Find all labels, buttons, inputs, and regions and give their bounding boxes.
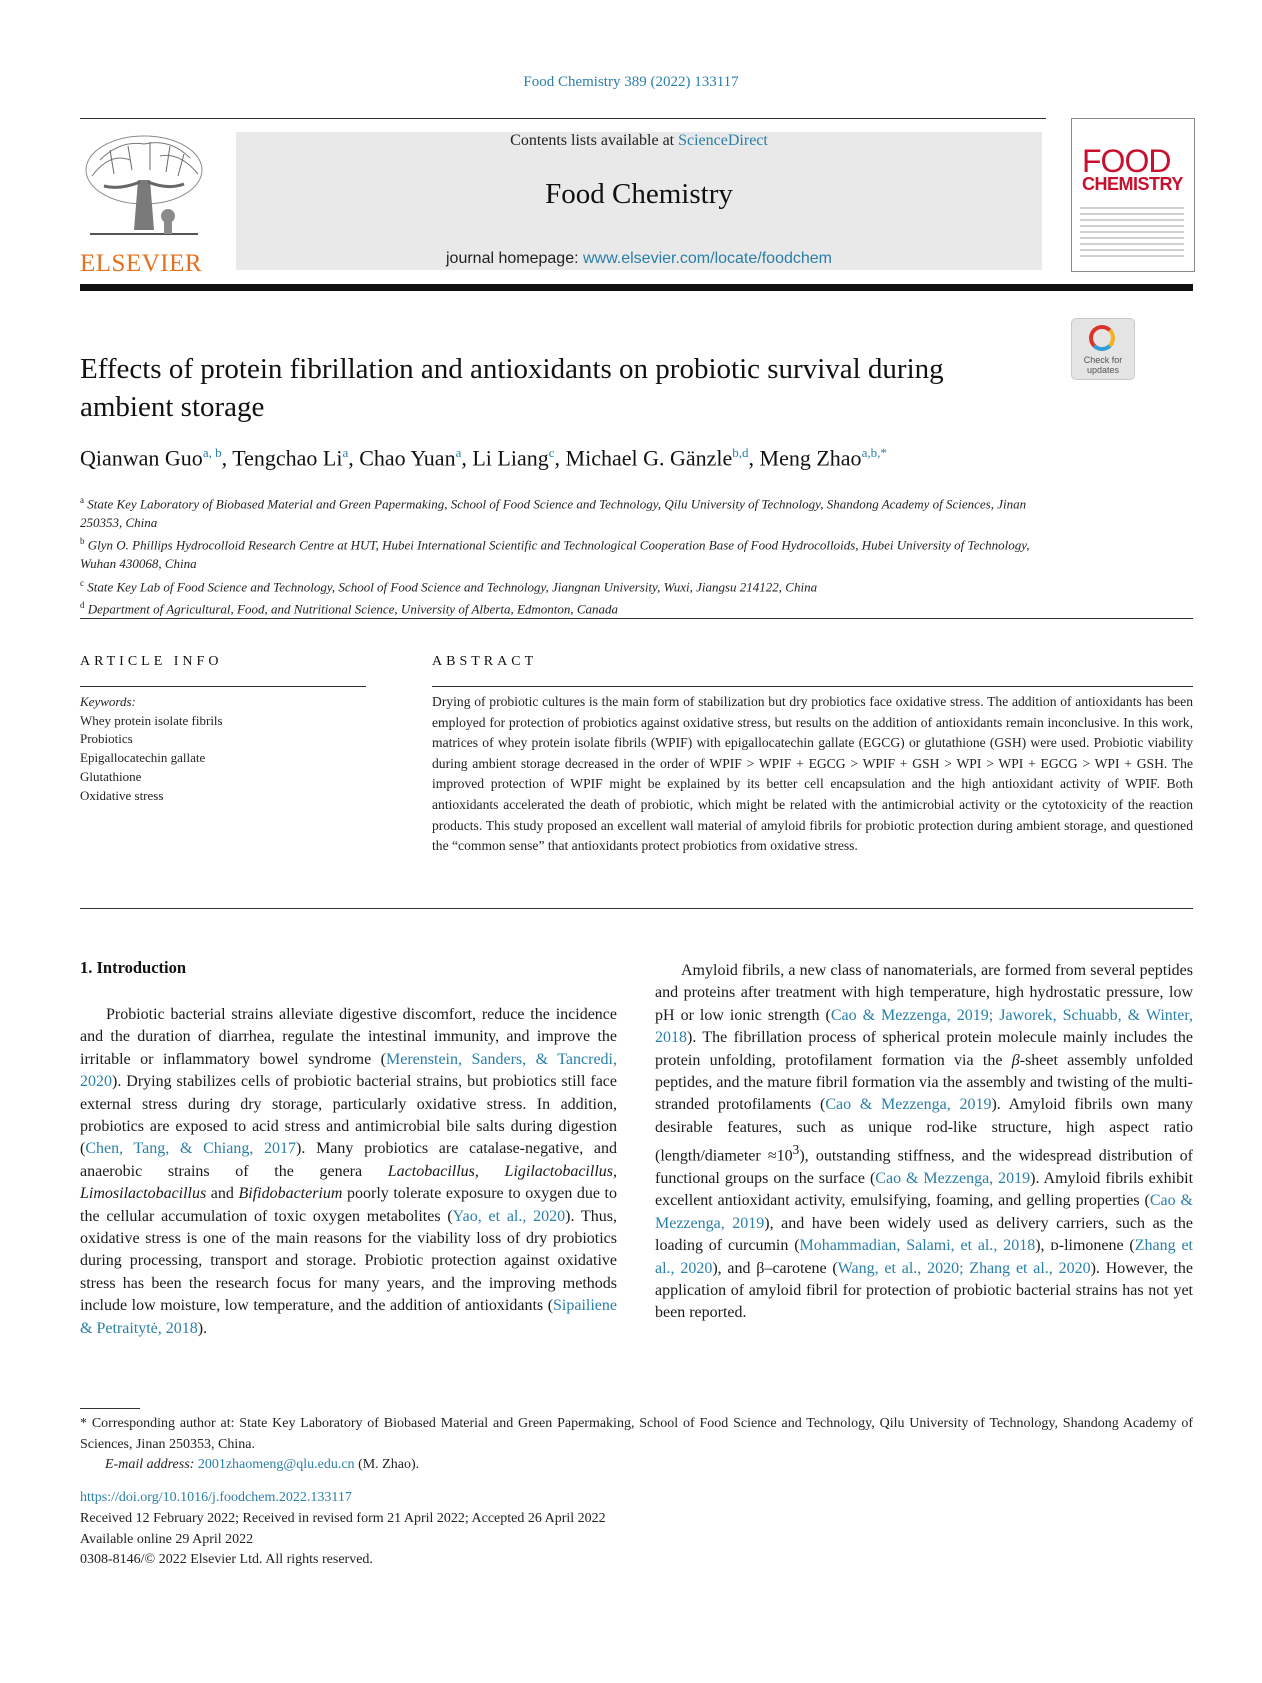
affiliation-text: Department of Agricultural, Food, and Nutritional Science, University of Alberta, Edmonton, Canada xyxy=(87,601,619,617)
journal-cover[interactable] xyxy=(1071,118,1195,272)
author-affil-mark[interactable]: b,d xyxy=(732,445,749,460)
abstract-rule xyxy=(432,686,1193,687)
article-meta xyxy=(80,1488,606,1571)
doi-link[interactable]: https://doi.org/10.1016/j.foodchem.2022.133117 xyxy=(80,1490,352,1505)
body-text: ), and β–carotene ( xyxy=(712,1259,838,1277)
affiliation-mark: d xyxy=(80,600,85,611)
article-info-heading: ARTICLE INFO xyxy=(80,654,223,669)
keyword-item: Epigallocatechin gallate xyxy=(80,750,206,766)
email-link[interactable]: 2001zhaomeng@qlu.edu.cn xyxy=(197,1457,355,1472)
affiliations xyxy=(80,491,1040,619)
body-text: ). Drying stabilizes cells of probiotic bacterial strains, but probiotics still face external stress during dry storage, particularly oxidative stress. In addition, probiotics are exposed to acid stress and antimicrobial bile salts during digestion ( xyxy=(80,1073,617,1158)
body-text: poorly tolerate exposure to oxygen due to the cellular accumulation of toxic oxygen metabolites ( xyxy=(80,1185,617,1225)
check-updates-text xyxy=(1072,355,1134,375)
email-line xyxy=(80,1455,1193,1476)
citation-link[interactable]: Cao & Mezzenga, 2019 xyxy=(655,1192,1194,1232)
citation-link[interactable]: Cao & Mezzenga, 2019; Jaworek, Schuabb, & Winter, 2018 xyxy=(655,1006,1194,1047)
body-text: Probiotic bacterial strains alleviate digestive discomfort, reduce the incidence and the duration of diarrhea, regulate the intestinal immunity, and improve the irritable or inflammatory bowel syndrome ( xyxy=(80,1006,617,1068)
author-name[interactable]: Chao Yuan xyxy=(359,445,456,471)
header-thick-rule xyxy=(80,284,1193,291)
author-name[interactable]: Li Liang xyxy=(472,445,549,471)
contents-prefix: Contents lists available at xyxy=(510,132,679,149)
check-for-updates-badge[interactable] xyxy=(1071,318,1135,380)
corresponding-text: * Corresponding author at: State Key Laboratory of Biobased Material and Green Papermaking, School of Food Science and Technology, Qilu University of Technology, Shandong Academy of Sciences, Jinan 250353, China. xyxy=(80,1416,1193,1452)
email-label: E-mail address: xyxy=(105,1457,195,1472)
journal-title: Food Chemistry xyxy=(545,178,733,210)
journal-banner xyxy=(236,132,1042,270)
article-info-rule xyxy=(80,686,366,687)
crossmark-icon xyxy=(1089,325,1115,351)
author-name[interactable]: Michael G. Gänzle xyxy=(565,445,733,471)
cover-chemistry-text: CHEMISTRY xyxy=(1082,174,1183,194)
header-rule xyxy=(80,118,1046,119)
journal-reference[interactable]: Food Chemistry 389 (2022) 133117 xyxy=(523,74,739,90)
body-text: and xyxy=(206,1185,239,1203)
body-text: ), and have been widely used as delivery carriers, such as the loading of curcumin ( xyxy=(655,1214,1194,1255)
abstract-heading: ABSTRACT xyxy=(432,654,538,669)
genus-names: Lactobacillus, Ligilactobacillus, Limosilactobacillus xyxy=(80,1162,617,1203)
affiliation-text: State Key Laboratory of Biobased Material and Green Papermaking, School of Food Science and Technology, Qilu University of Technology, Shandong Academy of Sciences, Jinan 250353, China xyxy=(80,496,1027,530)
footnote-rule xyxy=(80,1408,140,1409)
author-affil-mark[interactable]: a xyxy=(342,445,349,460)
body-text: Amyloid fibrils, a new class of nanomaterials, are formed from several peptides and proteins after treatment with high temperature, high hydrostatic pressure, low pH or low ionic strength ( xyxy=(655,962,1193,1024)
received-dates: Received 12 February 2022; Received in revised form 21 April 2022; Accepted 26 April 2022 xyxy=(80,1510,606,1526)
affiliation-text: Glyn O. Phillips Hydrocolloid Research Centre at HUT, Hubei International Scientific and Technological Cooperation Base of Food Hydrocolloids, Hubei University of Technology, Wuhan 430068, China xyxy=(80,537,1030,572)
citation-link[interactable]: Chen, Tang, & Chiang, 2017 xyxy=(85,1140,297,1158)
keyword-item: Probiotics xyxy=(80,731,133,747)
affiliation-item xyxy=(80,574,1040,597)
affiliation-text: State Key Lab of Food Science and Technology, School of Food Science and Technology, Jiangnan University, Wuxi, Jiangsu 214122, China xyxy=(87,578,818,594)
body-text: ). xyxy=(197,1319,208,1337)
citation-link[interactable]: Merenstein, Sanders, & Tancredi, 2020 xyxy=(80,1050,617,1091)
elsevier-wordmark: ELSEVIER xyxy=(80,250,203,277)
author-separator: , xyxy=(554,445,566,471)
author-name[interactable]: Tengchao Li xyxy=(232,445,343,471)
citation-link[interactable]: Wang, et al., 2020; Zhang et al., 2020 xyxy=(837,1259,1091,1277)
author-affil-mark[interactable]: a, b xyxy=(202,445,222,460)
author-separator: , xyxy=(748,445,760,471)
cover-food-text: FOOD xyxy=(1082,143,1171,179)
author-separator: , xyxy=(461,445,473,471)
author-affil-mark[interactable]: a,b,* xyxy=(861,445,887,460)
author-affil-mark[interactable]: a xyxy=(455,445,462,460)
body-text: ). Amyloid fibrils exhibit excellent antioxidant activity, emulsifying, foaming, and gelling properties ( xyxy=(655,1169,1194,1210)
body-text: ). Many probiotics are catalase-negative, and anaerobic strains of the genera xyxy=(80,1140,617,1180)
body-text: ). Amyloid fibrils own many desirable features, such as unique rod-like structure, high aspect ratio (length/diameter ≈10 xyxy=(655,1096,1194,1165)
article-title: Effects of protein fibrillation and antioxidants on probiotic survival during ambient storage xyxy=(80,353,944,423)
intro-paragraph-right xyxy=(655,960,1193,1325)
body-text: -sheet assembly unfolded peptides, and the mature fibril formation via the assembly and twisting of the multi-stranded protofilaments ( xyxy=(655,1051,1194,1114)
check-updates-line2: updates xyxy=(1086,365,1120,375)
affiliation-mark: c xyxy=(80,577,84,588)
author-name[interactable]: Meng Zhao xyxy=(759,445,862,471)
body-text: ), outstanding stiffness, and the widespread distribution of functional groups on the surface ( xyxy=(655,1147,1194,1187)
abstract-bottom-rule xyxy=(80,908,1193,909)
affiliation-item xyxy=(80,491,1040,532)
check-updates-line1: Check for xyxy=(1083,355,1123,365)
copyright: 0308-8146/© 2022 Elsevier Ltd. All rights reserved. xyxy=(80,1552,373,1568)
citation-link[interactable]: Mohammadian, Salami, et al., 2018 xyxy=(799,1237,1036,1255)
genus-name: Bifidobacterium xyxy=(238,1185,343,1203)
author-separator: , xyxy=(348,445,360,471)
body-text: ). The fibrillation process of spherical protein molecule mainly includes the protein unfolding, protofilament formation via the xyxy=(655,1029,1193,1069)
cover-editor-lines xyxy=(1080,203,1184,261)
affiliation-mark: a xyxy=(80,495,84,505)
sciencedirect-link[interactable]: ScienceDirect xyxy=(678,132,768,149)
corresponding-author-footnote xyxy=(80,1414,1193,1476)
keyword-item: Whey protein isolate fibrils xyxy=(80,712,223,728)
citation-link[interactable]: Zhang et al., 2020 xyxy=(655,1237,1194,1277)
author-affil-mark[interactable]: c xyxy=(548,445,555,460)
exponent: 3 xyxy=(792,1142,800,1158)
section-rule xyxy=(80,618,1193,619)
keywords-label: Keywords: xyxy=(80,694,136,709)
author-list xyxy=(80,445,1180,471)
email-suffix: (M. Zhao). xyxy=(354,1457,420,1472)
beta-symbol: β xyxy=(1011,1051,1020,1069)
homepage-line xyxy=(236,250,1042,268)
available-online: Available online 29 April 2022 xyxy=(80,1531,254,1547)
body-text: ), ᴅ-limonene ( xyxy=(1035,1237,1135,1255)
homepage-prefix: journal homepage: xyxy=(446,250,583,267)
author-separator: , xyxy=(221,445,233,471)
intro-paragraph-left xyxy=(80,1004,617,1340)
keyword-item: Oxidative stress xyxy=(80,787,164,803)
affiliation-item xyxy=(80,532,1040,573)
citation-link[interactable]: Yao, et al., 2020 xyxy=(452,1207,566,1225)
abstract-text: Drying of probiotic cultures is the main form of stabilization but dry probiotics face oxidative stress. The addition of antioxidants has been employed for protection of probiotics against oxidative stress, but results on the addition of antioxidants remain inconclusive. In this work, matrices of whey protein isolate fibrils (WPIF) with epigallocatechin gallate (EGCG) or glutathione (GSH) were used. Probiotic viability during ambient storage decreased in the order of WPIF > WPIF + EGCG > WPIF + GSH > WPI > WPI + EGCG > WPI + GSH. The improved protection of WPIF might be explained by its better cell encapsulation and the high antioxidant activity of WPIF. Both antioxidants accelerated the death of probiotic, which might be related with the antimicrobial activity or the cytotoxicity of the reaction products. This study proposed an excellent wall material of amyloid fibrils for probiotic protection during ambient storage, and questioned the “common sense” that antioxidants protect probiotics from oxidative stress. xyxy=(432,694,1193,854)
keywords-block xyxy=(80,693,223,805)
affiliation-mark: b xyxy=(80,536,85,547)
keyword-item: Glutathione xyxy=(80,768,142,784)
citation-link[interactable]: Cao & Mezzenga, 2019 xyxy=(825,1096,992,1114)
homepage-link[interactable]: www.elsevier.com/locate/foodchem xyxy=(582,250,832,267)
contents-line xyxy=(236,132,1042,150)
citation-link[interactable]: Cao & Mezzenga, 2019 xyxy=(875,1169,1031,1187)
body-text: ). However, the application of amyloid fibril for protection of probiotic bacterial strains has not yet been reported. xyxy=(655,1259,1194,1322)
author-name[interactable]: Qianwan Guo xyxy=(80,445,203,471)
section-heading-introduction: 1. Introduction xyxy=(80,958,187,977)
citation-link[interactable]: Sipailiene & Petraitytė, 2018 xyxy=(80,1297,617,1337)
body-text: ). Thus, oxidative stress is one of the main reasons for the viability loss of dry probiotics during processing, transport and storage. Probiotic protection against oxidative stress has been the research focus for many years, and the improving methods include low moisture, low temperature, and the addition of antioxidants ( xyxy=(80,1207,617,1315)
affiliation-item xyxy=(80,596,1040,619)
